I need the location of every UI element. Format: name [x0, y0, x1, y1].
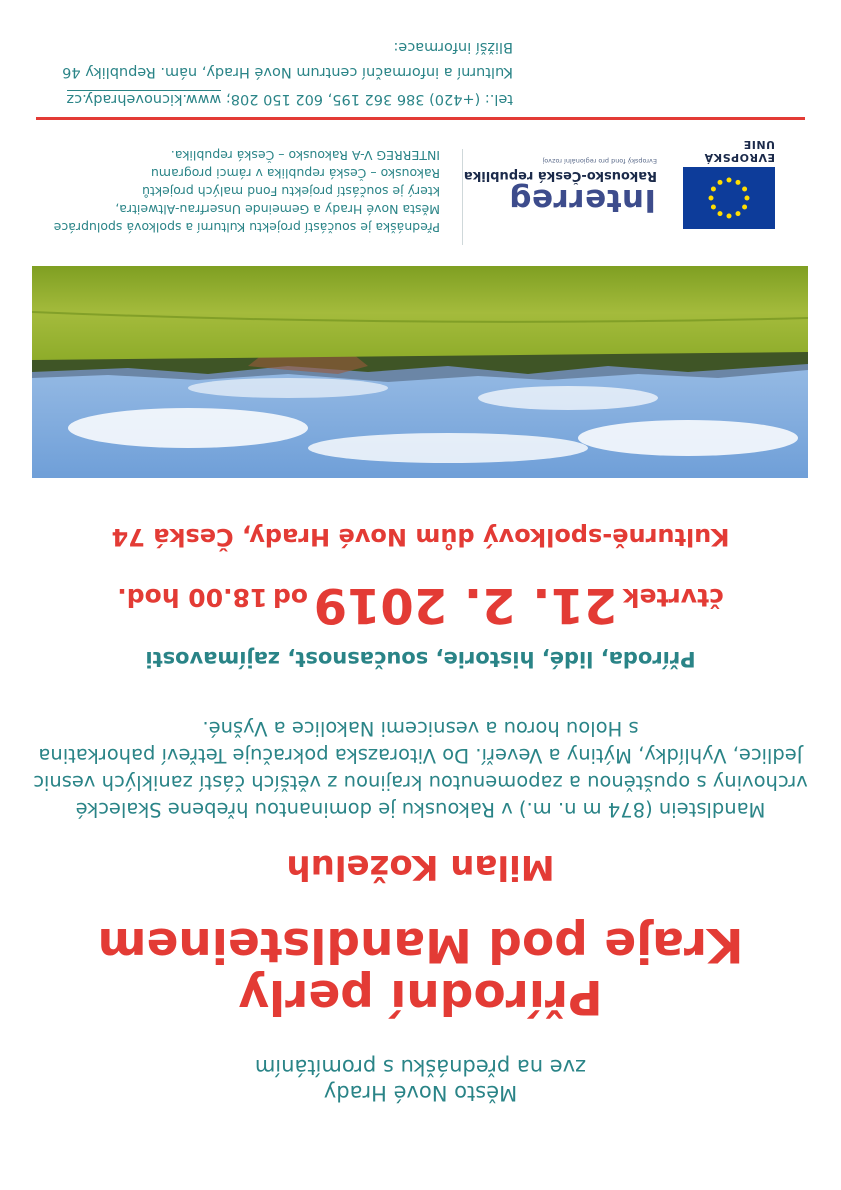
contact-phone: tel.: (+420) 386 362 195, 602 150 208;	[225, 91, 513, 107]
event-date	[0, 577, 841, 633]
date-time: 18.00 hod.	[117, 583, 268, 612]
eu-label: EVROPSKÁ UNIE	[704, 138, 775, 164]
project-note-line: Rakousko – Česká republika v rámci programu	[150, 166, 440, 181]
description-line: s Holou horou a vesnicemi Nakolice a Vyšné.	[202, 717, 639, 740]
venue: Kulturně-spolkový dům Nové Hrady, Česká 74	[111, 523, 730, 551]
contact-web-link[interactable]: www.kicnovehrady.cz	[66, 91, 222, 107]
project-note-line: Přednáška je součástí projektu Kulturní a spolková spolupráce	[53, 220, 440, 235]
logo-divider	[462, 149, 463, 245]
contact-heading: Bližší informace:	[393, 39, 513, 55]
interreg-fund: Evropský fond pro regionální rozvoj	[542, 157, 657, 165]
project-note-line: INTERREG V-A Rakousko – Česká republika.	[170, 148, 440, 163]
date-from: od	[272, 583, 309, 612]
landscape-photo	[32, 266, 808, 478]
project-note-line: který je součástí projektu Fond malých projektů	[142, 184, 440, 199]
eu-flag-icon	[683, 167, 775, 229]
topics: Příroda, lidé, historie, současnost, zajímavosti	[145, 647, 696, 671]
author-name: Milan Koželuh	[286, 847, 555, 887]
date-day: čtvrtek	[622, 583, 724, 612]
contact-phone-line	[43, 91, 513, 107]
interreg-logo	[509, 182, 656, 218]
interreg-wordmark: Interreg	[508, 182, 656, 218]
contact-address: Kulturní a informační centrum Nové Hrady, nám. Republiky 46	[62, 64, 513, 80]
title-line-1: Přírodní perly	[238, 969, 603, 1024]
project-note-line: Města Nové Hrady a Gemeinde Unserfrau-Altweitra,	[115, 202, 440, 217]
date-value: 21. 2. 2019	[313, 577, 618, 633]
title-line-2: Kraje pod Mandlsteinem	[97, 917, 744, 972]
subtitle: zve na přednášku s promítáním	[254, 1055, 587, 1079]
description-line: Mandlstein (874 m n. m.) v Rakousku je dominantou hřebene Skalecké	[75, 798, 766, 821]
description-line: Jedlice, Vyhlídky, Mýtiny a Veveří. Do Vitorazska pokračuje Tetřeví pahorkatina	[38, 744, 803, 767]
divider-rule	[36, 117, 805, 120]
description-line: vrchoviny s opuštěnou a zapomenutou krajinou z větších částí zaniklých vesnic	[33, 771, 808, 794]
project-note	[40, 146, 440, 236]
organizer: Město Nové Hrady	[323, 1081, 518, 1105]
interreg-country: Rakousko-Česká republika	[463, 168, 657, 183]
